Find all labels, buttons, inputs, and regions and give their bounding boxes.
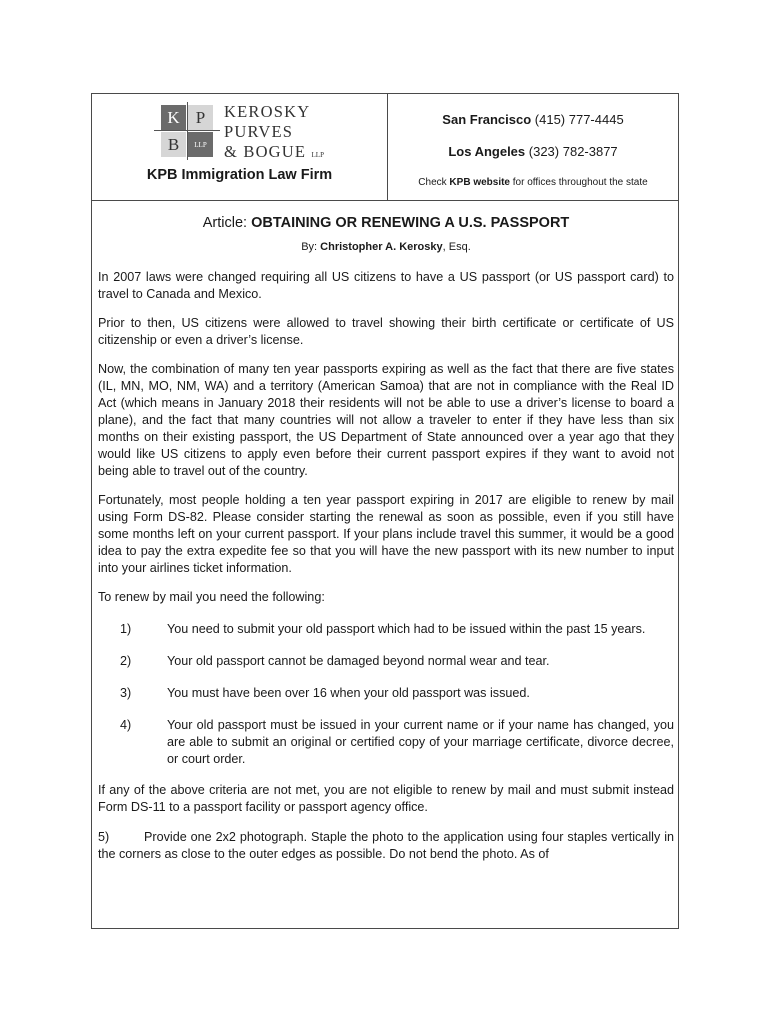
list-text: Your old passport must be issued in your current name or if your name has changed, you are able to submit an original or certified copy of your marriage certificate, divorce decree, or court order.	[167, 718, 674, 766]
logo-line-3: & BOGUE LLP	[224, 142, 324, 161]
logo-line-2: PURVES	[224, 122, 294, 141]
logo-line-1: KEROSKY	[224, 102, 311, 121]
paragraph: To renew by mail you need the following:	[98, 590, 325, 604]
list-item-5	[98, 829, 674, 863]
list-number: 1)	[120, 622, 132, 636]
letterhead-left	[92, 94, 388, 200]
list-item	[98, 653, 674, 670]
list-text: You need to submit your old passport which had to be issued within the past 15 years.	[167, 622, 646, 636]
article-title: Article: OBTAINING OR RENEWING A U.S. PASSPORT	[202, 215, 570, 231]
logo-p: P	[188, 105, 213, 130]
letterhead	[92, 94, 678, 201]
logo-monogram	[161, 105, 213, 157]
office-san-francisco: San Francisco (415) 777-4445	[442, 112, 624, 127]
office-los-angeles: Los Angeles (323) 782-3877	[448, 144, 618, 159]
logo-k: K	[161, 105, 186, 130]
document-frame	[91, 93, 679, 929]
list-item	[98, 685, 674, 702]
article-body	[98, 200, 674, 863]
offices-note: Check KPB website for offices throughout the state	[418, 177, 648, 188]
logo-llp: LLP	[188, 132, 213, 157]
paragraph: Now, the combination of many ten year passports expiring as well as the fact that there are five states (IL, MN, MO, NM, WA) and a territory (American Samoa) that are not in compliance with the Real ID Act (which means in January 2018 their residents will not be able to use a driver’s license to board a plane), and the fact that many countries will not allow a traveler to enter if they have less than six months on their existing passport, the US Department of State announced over a year ago that they would like US citizens to apply even before their current passport expires if they want to avoid not being able to travel out of the country.	[98, 362, 674, 478]
list-number: 2)	[120, 654, 132, 668]
paragraph: In 2007 laws were changed requiring all US citizens to have a US passport (or US passport card) to travel to Canada and Mexico.	[98, 270, 674, 301]
firm-logo	[154, 102, 334, 162]
list-number: 5)	[98, 830, 110, 844]
paragraph: Prior to then, US citizens were allowed to travel showing their birth certificate or certificate of US citizenship or even a driver’s license.	[98, 316, 674, 347]
kpb-website-link[interactable]: KPB website	[449, 177, 510, 188]
firm-name: KPB Immigration Law Firm	[146, 167, 333, 183]
paragraph: Fortunately, most people holding a ten year passport expiring in 2017 are eligible to renew by mail using Form DS-82. Please consider starting the renewal as soon as possible, even if you still have some months left on your current passport. If your plans include travel this summer, it would be a good idea to pay the extra expedite fee so that you will have the new passport with its new number to input into your airlines ticket information.	[98, 493, 674, 575]
list-text: You must have been over 16 when your old passport was issued.	[167, 686, 530, 700]
list-item	[98, 717, 674, 768]
list-number: 4)	[120, 718, 132, 732]
logo-wordmark	[224, 102, 324, 165]
byline: By: Christopher A. Kerosky, Esq.	[301, 241, 471, 253]
list-text: Provide one 2x2 photograph. Staple the photo to the application using four staples vertically in the corners as close to the outer edges as possible. Do not bend the photo. As of	[98, 830, 674, 861]
author: Christopher A. Kerosky	[320, 241, 443, 253]
list-text: Your old passport cannot be damaged beyond normal wear and tear.	[167, 654, 550, 668]
paragraph: If any of the above criteria are not met, you are not eligible to renew by mail and must submit instead Form DS-11 to a passport facility or passport agency office.	[98, 783, 674, 814]
list-number: 3)	[120, 686, 132, 700]
logo-b: B	[161, 132, 186, 157]
list-item	[98, 621, 674, 638]
